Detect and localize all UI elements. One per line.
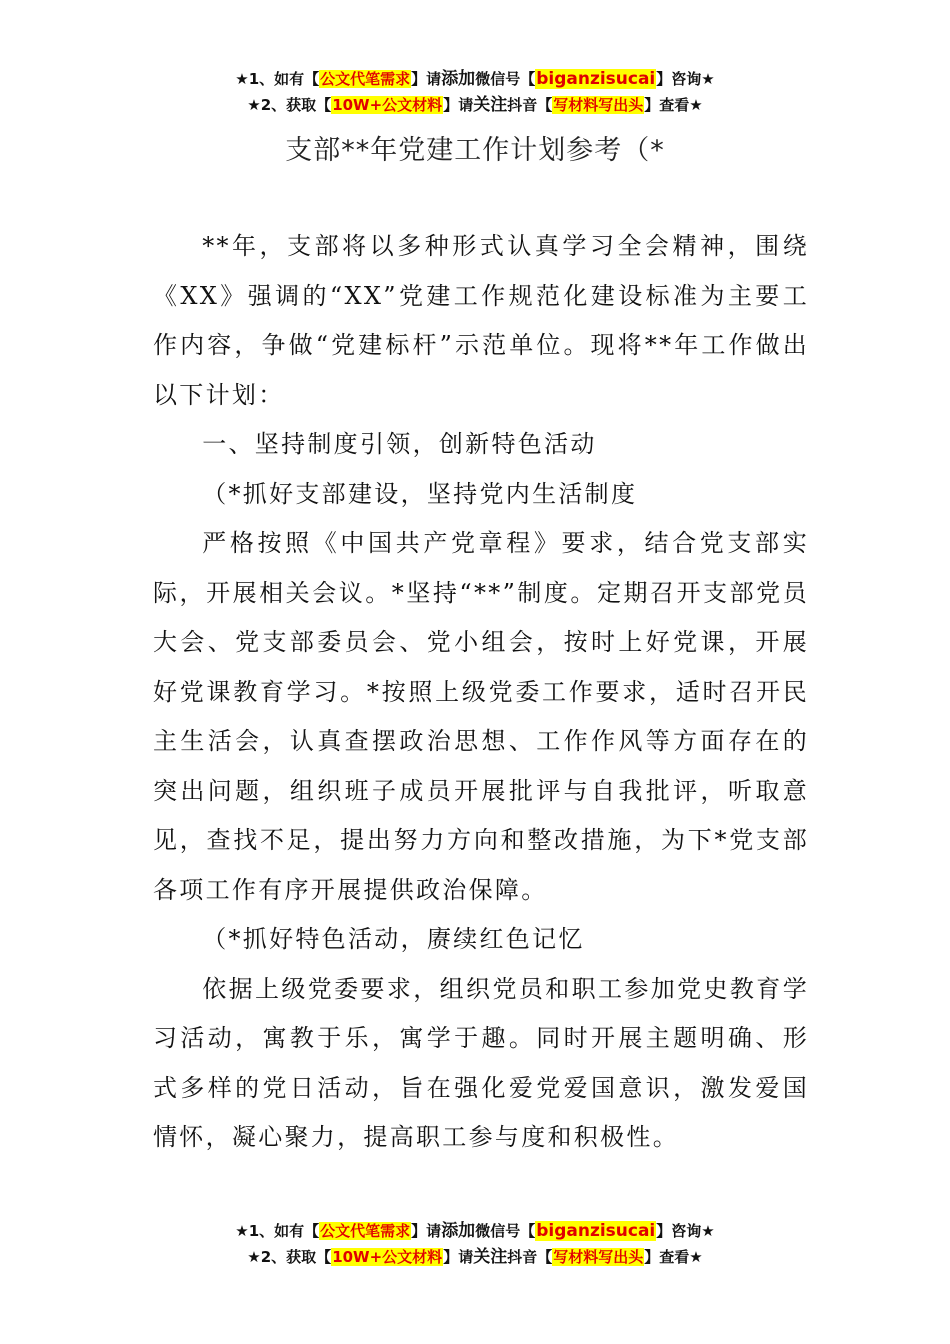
bottom-promo-banner [0,1218,950,1270]
subsection-heading: （*抓好支部建设，坚持党内生活制度 [202,479,638,508]
highlight-douyin: 写材料写出头 [553,96,644,114]
intro-paragraph: **年，支部将以多种形式认真学习全会精神，围绕《XX》强调的“XX”党建工作规范化建设标准为主要工作内容，争做“党建标杆”示范单位。现将**年工作做出以下计划： [153,232,809,409]
body-paragraph: 严格按照《中国共产党章程》要求，结合党支部实际，开展相关会议。*坚持“**”制度。定期召开支部党员大会、党支部委员会、党小组会，按时上好党课，开展好党课教育学习。*按照上级党委工作要求，适时召开民主生活会，认真查摆政治思想、工作作风等方面存在的突出问题，组织班子成员开展批评与自我批评，听取意见，查找不足，提出努力方向和整改措施，为下*党支部各项工作有序开展提供政治保障。 [153,529,809,904]
highlight-ghostwriting: 公文代笔需求 [320,70,411,88]
highlight-materials: 10W+公文材料 [332,1248,443,1266]
document-body [153,222,809,1163]
promo-line-1: ★1、如有【公文代笔需求】请添加微信号【biganzisucai】咨询★ [235,69,715,89]
section-heading: 一、坚持制度引领，创新特色活动 [202,430,597,458]
promo-line-2: ★2、获取【10W+公文材料】请关注抖音【写材料写出头】查看★ [247,1247,703,1267]
highlight-materials: 10W+公文材料 [332,96,443,114]
highlight-douyin: 写材料写出头 [553,1248,644,1266]
promo-line-1: ★1、如有【公文代笔需求】请添加微信号【biganzisucai】咨询★ [235,1221,715,1241]
highlight-wechat-id: biganzisucai [536,1221,656,1241]
top-promo-banner [0,66,950,118]
highlight-wechat-id: biganzisucai [536,69,656,89]
subsection-heading: （*抓好特色活动，赓续红色记忆 [202,925,585,953]
promo-line-2: ★2、获取【10W+公文材料】请关注抖音【写材料写出头】查看★ [247,95,703,115]
highlight-ghostwriting: 公文代笔需求 [320,1222,411,1240]
body-paragraph: 依据上级党委要求，组织党员和职工参加党史教育学习活动，寓教于乐，寓学于趣。同时开展主题明确、形式多样的党日活动，旨在强化爱党爱国意识，激发爱国情怀，凝心聚力，提高职工参与度和积极性。 [153,974,809,1151]
document-title: 支部**年党建工作计划参考（* [285,135,665,166]
